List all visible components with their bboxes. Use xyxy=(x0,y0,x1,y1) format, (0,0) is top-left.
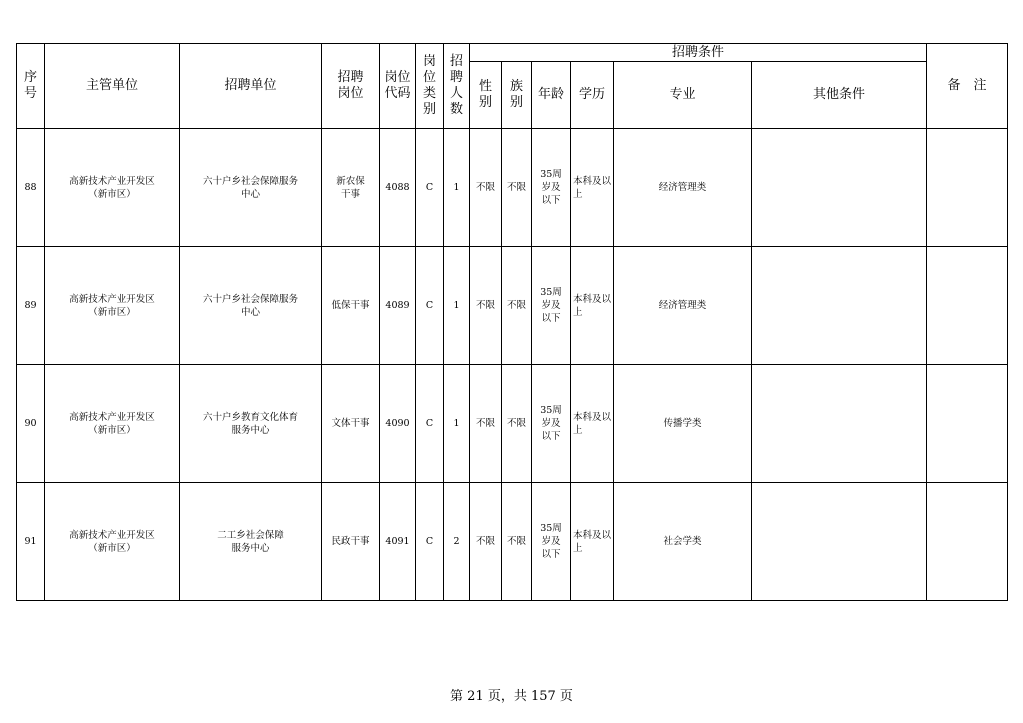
cell-remarks xyxy=(927,247,1008,365)
cell-code: 4091 xyxy=(380,483,416,601)
cell-count: 1 xyxy=(444,129,470,247)
cell-education: 本科及以上 xyxy=(571,483,614,601)
cell-dept: 高新技术产业开发区（新市区） xyxy=(45,129,180,247)
cell-count: 2 xyxy=(444,483,470,601)
cell-gender: 不限 xyxy=(470,483,502,601)
header-dept: 主管单位 xyxy=(45,44,180,129)
header-code: 岗位代码 xyxy=(380,44,416,129)
cell-gender: 不限 xyxy=(470,247,502,365)
cell-count: 1 xyxy=(444,365,470,483)
cell-ethnicity: 不限 xyxy=(502,483,532,601)
cell-code: 4088 xyxy=(380,129,416,247)
cell-ethnicity: 不限 xyxy=(502,129,532,247)
cell-age: 35周岁及以下 xyxy=(532,483,571,601)
cell-seq: 91 xyxy=(17,483,45,601)
cell-gender: 不限 xyxy=(470,365,502,483)
cell-post: 新农保干事 xyxy=(322,129,380,247)
cell-post: 民政干事 xyxy=(322,483,380,601)
cell-ethnicity: 不限 xyxy=(502,365,532,483)
cell-category: C xyxy=(416,365,444,483)
header-conditions: 招聘条件 xyxy=(470,44,927,62)
header-gender: 性别 xyxy=(470,62,502,129)
cell-category: C xyxy=(416,247,444,365)
cell-major: 经济管理类 xyxy=(614,129,752,247)
cell-unit: 六十户乡社会保障服务中心 xyxy=(180,247,322,365)
header-seq: 序号 xyxy=(17,44,45,129)
cell-age: 35周岁及以下 xyxy=(532,129,571,247)
cell-dept: 高新技术产业开发区（新市区） xyxy=(45,247,180,365)
cell-seq: 88 xyxy=(17,129,45,247)
cell-seq: 89 xyxy=(17,247,45,365)
cell-unit: 二工乡社会保障服务中心 xyxy=(180,483,322,601)
cell-other xyxy=(752,365,927,483)
header-ethnicity: 族别 xyxy=(502,62,532,129)
cell-education: 本科及以上 xyxy=(571,129,614,247)
cell-dept: 高新技术产业开发区（新市区） xyxy=(45,483,180,601)
cell-education: 本科及以上 xyxy=(571,247,614,365)
cell-ethnicity: 不限 xyxy=(502,247,532,365)
header-category: 岗位类别 xyxy=(416,44,444,129)
cell-unit: 六十户乡教育文化体育服务中心 xyxy=(180,365,322,483)
cell-code: 4089 xyxy=(380,247,416,365)
recruitment-table xyxy=(16,43,1008,601)
header-education: 学历 xyxy=(571,62,614,129)
cell-other xyxy=(752,247,927,365)
cell-category: C xyxy=(416,129,444,247)
header-other: 其他条件 xyxy=(752,62,927,129)
cell-unit: 六十户乡社会保障服务中心 xyxy=(180,129,322,247)
cell-remarks xyxy=(927,129,1008,247)
cell-count: 1 xyxy=(444,247,470,365)
cell-major: 传播学类 xyxy=(614,365,752,483)
cell-dept: 高新技术产业开发区（新市区） xyxy=(45,365,180,483)
header-remarks: 备 注 xyxy=(927,44,1008,129)
cell-post: 低保干事 xyxy=(322,247,380,365)
cell-remarks xyxy=(927,365,1008,483)
cell-code: 4090 xyxy=(380,365,416,483)
page-footer: 第 21 页，共 157 页 xyxy=(450,689,573,704)
header-age: 年龄 xyxy=(532,62,571,129)
cell-age: 35周岁及以下 xyxy=(532,247,571,365)
cell-age: 35周岁及以下 xyxy=(532,365,571,483)
cell-category: C xyxy=(416,483,444,601)
table-row xyxy=(17,365,1008,483)
table-row xyxy=(17,483,1008,601)
header-post: 招聘岗位 xyxy=(322,44,380,129)
cell-remarks xyxy=(927,483,1008,601)
table-row xyxy=(17,247,1008,365)
cell-gender: 不限 xyxy=(470,129,502,247)
cell-major: 社会学类 xyxy=(614,483,752,601)
header-count: 招聘人数 xyxy=(444,44,470,129)
table-row xyxy=(17,129,1008,247)
cell-seq: 90 xyxy=(17,365,45,483)
cell-post: 文体干事 xyxy=(322,365,380,483)
header-unit: 招聘单位 xyxy=(180,44,322,129)
cell-education: 本科及以上 xyxy=(571,365,614,483)
cell-other xyxy=(752,129,927,247)
cell-other xyxy=(752,483,927,601)
cell-major: 经济管理类 xyxy=(614,247,752,365)
header-major: 专业 xyxy=(614,62,752,129)
